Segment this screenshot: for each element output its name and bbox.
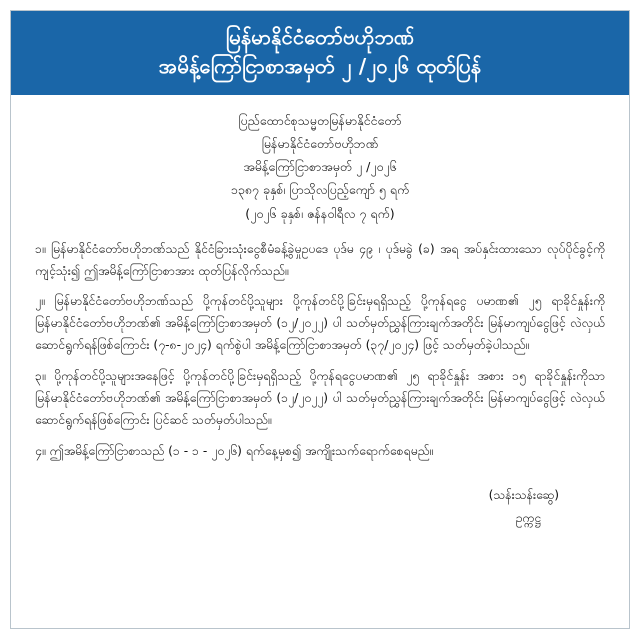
- heading-notification-number: အမိန့်ကြော်ငြာစာအမှတ် ၂ /၂၀၂၆: [243, 159, 397, 175]
- banner-title-line-1: မြန်မာနိုင်ငံတော်ဗဟိုဘဏ်: [225, 25, 415, 49]
- signature-block: [35, 484, 605, 531]
- heading-institution: မြန်မာနိုင်ငံတော်ဗဟိုဘဏ်: [261, 136, 379, 152]
- paragraph-2: ၂။ မြန်မာနိုင်ငံတော်ဗဟိုဘဏ်သည် ပို့ကုန်တင်ပို့သူများ ပို့ကုန်တင်ပို့ခြင်းမှရရှိသည့် ပို့ကုန်ရငွေ ပမာဏ၏ ၂၅ ရာခိုင်နှုန်းကို မြန်မာနိုင်ငံတော်ဗဟိုဘဏ်၏ အမိန့်ကြော်ငြာစာအမှတ် (၁၂/၂၀၂၂) ပါ သတ်မှတ်ညွှန်ကြားချက်အတိုင်း မြန်မာကျပ်ငွေဖြင့် လဲလှယ်ဆောင်ရွက်ရန်ဖြစ်ကြောင်း (၇-၈-၂၀၂၄) ရက်စွဲပါ အမိန့်ကြော်ငြာစာအမှတ် (၃၇/၂၀၂၄) ဖြင့် သတ်မှတ်ခဲ့ပါသည်။: [35, 294, 605, 353]
- banner-title-line-2: အမိန့်ကြော်ငြာစာအမှတ် ၂ /၂၀၂၆ ထုတ်ပြန်: [158, 54, 482, 78]
- paragraph-1: ၁။ မြန်မာနိုင်ငံတော်ဗဟိုဘဏ်သည် နိုင်ငံခြားသုံးငွေစီမံခန့်ခွဲမှုဥပဒေ ပုဒ်မ ၄၉ ၊ ပုဒ်မခွဲ (ခ) အရ အပ်နှင်းထားသော လုပ်ပိုင်ခွင့်ကို ကျင့်သုံး၍ ဤအမိန့်ကြော်ငြာစာအား ထုတ်ပြန်လိုက်သည်။: [35, 241, 605, 278]
- paragraph-4: ၄။ ဤအမိန့်ကြော်ငြာစာသည် (၁ - ၁ - ၂၀၂၆) ရက်နေ့မှစ၍ အကျိုးသက်ရောက်စေရမည်။: [35, 443, 434, 458]
- document-frame: [10, 10, 630, 629]
- document-heading: [35, 109, 605, 225]
- signature-name: (သန်းသန်းဆွေ): [488, 487, 559, 502]
- heading-country: ပြည်ထောင်စုသမ္မတမြန်မာနိုင်ငံတော်: [238, 113, 402, 128]
- heading-date-burmese-era: ၁၃၈၇ ခုနှစ်၊ ပြာသိုလပြည့်ကျော် ၅ ရက်: [230, 182, 410, 198]
- document-paragraphs: [35, 239, 605, 472]
- document-banner: [11, 11, 629, 95]
- paragraph-3: ၃။ ပို့ကုန်တင်ပို့သူများအနေဖြင့် ပို့ကုန်တင်ပို့ခြင်းမှရရှိသည့် ပို့ကုန်ရငွေပမာဏ၏ ၂၅ ရာခိုင်နှုန်း အစား ၁၅ ရာခိုင်နှုန်းကိုသာ မြန်မာနိုင်ငံတော်ဗဟိုဘဏ်၏ အမိန့်ကြော်ငြာစာအမှတ် (၁၂/၂၀၂၂) ပါ သတ်မှတ်ညွှန်ကြားချက်အတိုင်း မြန်မာကျပ်ငွေဖြင့် လဲလှယ်ဆောင်ရွက်ရန်ဖြစ်ကြောင်း ပြင်ဆင် သတ်မှတ်ပါသည်။: [35, 369, 605, 427]
- heading-date-gregorian: (၂၀၂၆ ခုနှစ်၊ ဇန်နဝါရီလ ၇ ရက်): [245, 205, 395, 221]
- document-body: [11, 95, 629, 628]
- signature-title: ဥက္ကဋ္ဌ: [515, 510, 541, 525]
